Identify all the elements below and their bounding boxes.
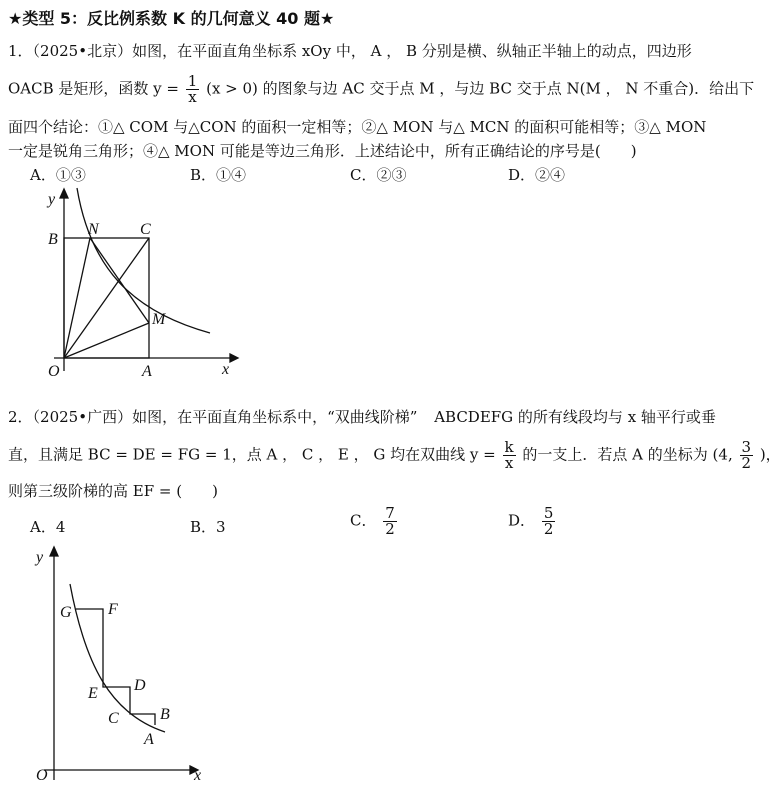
q1-line-1: 1．（2025•北京）如图，在平面直角坐标系 xOy 中， A ， B 分别是横、纵轴正半轴上的动点，四边形 bbox=[8, 42, 692, 60]
q1-option-d: D．②④ bbox=[508, 166, 566, 184]
q1-line-4: 一定是锐角三角形；④△ MON 可能是等边三角形．上述结论中，所有正确结论的序号是( ) bbox=[8, 142, 637, 160]
q2-option-d-label: D． bbox=[508, 511, 536, 530]
q2-line-2-part-a: 直，且满足 BC = DE = FG = 1，点 A ， C ， E ， G 均在双曲线 y = bbox=[8, 445, 496, 464]
q2-option-b: B．3 bbox=[190, 518, 226, 536]
q2-fraction-kx-numerator: k bbox=[504, 438, 514, 456]
q2-label-o: O bbox=[36, 767, 48, 784]
q2-option-c-denominator: 2 bbox=[385, 520, 395, 538]
q1-label-o: O bbox=[48, 363, 60, 380]
q2-line-3: 则第三级阶梯的高 EF = ( ) bbox=[8, 482, 218, 500]
q2-line-2-part-b: 的一支上．若点 A 的坐标为 (4, bbox=[522, 445, 733, 464]
q2-option-a: A．4 bbox=[30, 518, 66, 536]
q2-label-c: C bbox=[108, 710, 119, 727]
q1-label-a: A bbox=[142, 363, 152, 380]
q1-fraction bbox=[186, 74, 200, 105]
q1-line-2-part-a: OACB 是矩形，函数 y = bbox=[8, 79, 179, 98]
q2-label-a: A bbox=[144, 731, 154, 748]
q2-fraction-kx bbox=[503, 440, 516, 471]
q2-fraction-coord bbox=[740, 440, 754, 471]
q2-option-c-label: C． bbox=[350, 511, 377, 530]
q2-option-c-numerator: 7 bbox=[385, 504, 395, 522]
q1-fraction-numerator: 1 bbox=[187, 72, 198, 90]
q1-label-n: N bbox=[88, 221, 99, 238]
q2-label-x: x bbox=[194, 767, 202, 784]
q2-label-d: D bbox=[134, 677, 146, 694]
q1-y-arrow bbox=[60, 189, 68, 198]
q2-line-1 bbox=[8, 406, 716, 427]
q2-option-d bbox=[508, 506, 557, 537]
q2-fraction-coord-numerator: 3 bbox=[741, 438, 752, 456]
q2-line-2-part-c: )， bbox=[759, 445, 781, 464]
q2-label-f: F bbox=[108, 601, 118, 618]
q1-option-c: C．②③ bbox=[350, 166, 407, 184]
q1-option-b: B．①④ bbox=[190, 166, 247, 184]
q2-staircase bbox=[76, 609, 155, 725]
q1-label-m: M bbox=[152, 311, 166, 328]
q1-label-c: C bbox=[140, 221, 151, 238]
section-title: ★类型 5：反比例系数 K 的几何意义 40 题★ bbox=[8, 9, 335, 28]
q2-fraction-coord-denominator: 2 bbox=[741, 454, 752, 472]
q2-option-d-fraction bbox=[542, 506, 556, 537]
q2-label-y: y bbox=[36, 549, 44, 566]
q2-line-2 bbox=[8, 440, 781, 471]
q1-label-y: y bbox=[48, 191, 56, 208]
q2-label-g: G bbox=[60, 604, 72, 621]
q1-line-3: 面四个结论：①△ COM 与△CON 的面积一定相等；②△ MON 与△ MCN 的面积可能相等；③△ MON bbox=[8, 118, 707, 136]
q2-y-arrow bbox=[50, 547, 58, 556]
q1-figure bbox=[40, 186, 240, 382]
q2-option-c-fraction bbox=[383, 506, 397, 537]
q2-fraction-kx-denominator: x bbox=[504, 454, 514, 472]
q1-x-arrow bbox=[230, 354, 238, 362]
q2-option-d-denominator: 2 bbox=[543, 520, 554, 538]
q1-line-2-part-b: (x > 0) 的图象与边 AC 交于点 M ，与边 BC 交于点 N(M ， N 不重合)．给出下 bbox=[206, 79, 755, 98]
q1-label-x: x bbox=[222, 361, 230, 378]
q1-fraction-denominator: x bbox=[188, 88, 197, 106]
q2-line-1-part-a: 2．（2025•广西）如图，在平面直角坐标系中，“双曲线阶梯” bbox=[8, 408, 418, 426]
q2-line-1-part-b: ABCDEFG 的所有线段均与 x 轴平行或垂 bbox=[434, 408, 716, 426]
q2-option-d-numerator: 5 bbox=[543, 504, 554, 522]
q2-label-b: B bbox=[160, 706, 170, 723]
q1-option-a: A．①③ bbox=[30, 166, 86, 184]
q2-figure bbox=[30, 544, 210, 784]
q1-label-b: B bbox=[48, 231, 58, 248]
q2-option-c bbox=[350, 506, 399, 537]
q2-label-e: E bbox=[88, 685, 98, 702]
q1-line-2 bbox=[8, 74, 754, 105]
